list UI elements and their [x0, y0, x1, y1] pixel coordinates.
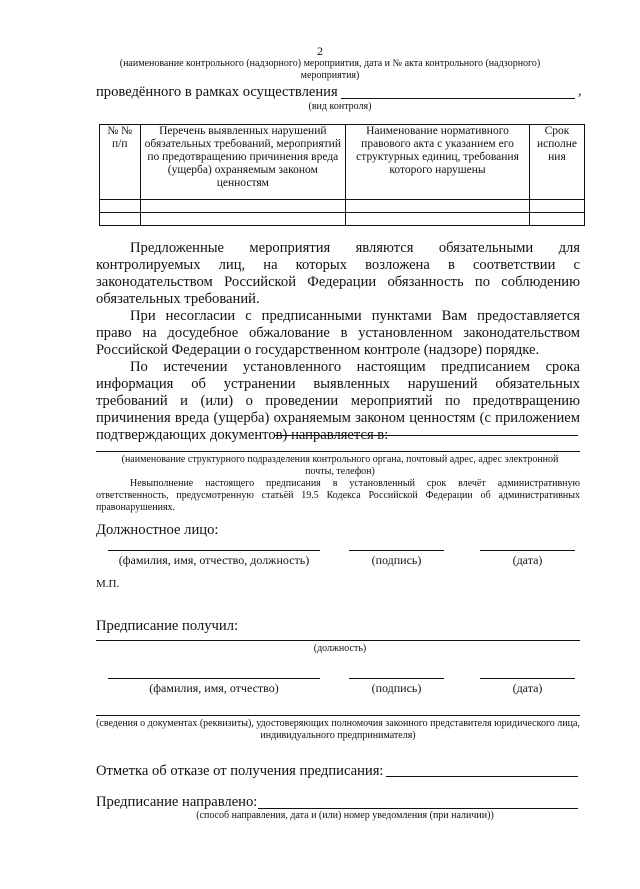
table-cell[interactable]	[100, 200, 141, 213]
violations-table	[99, 124, 585, 226]
org-caption: (наименование структурного подразделения контрольного органа, почтовый адрес, адрес электронной почты, телефон)	[121, 454, 559, 477]
table-cell[interactable]	[346, 213, 530, 226]
official-label: Должностное лицо:	[96, 522, 219, 538]
sent-field[interactable]	[258, 808, 578, 809]
table-cell[interactable]	[529, 200, 584, 213]
paragraph-mandatory: Предложенные мероприятия являются обязательными для контролируемых лиц, на которых возложена в соответствии с законодательством Российской Федерации обязанность по соблюдению обязательных требований.	[96, 240, 580, 307]
receiver-position-caption: (должность)	[313, 643, 367, 654]
comma: ,	[578, 84, 582, 99]
paragraph-appeal: При несогласии с предписанными пунктами Вам предоставляется право на досудебное обжалование в установленном законодательством Российской Федерации о государственном контроле (надзоре) порядке.	[96, 308, 580, 358]
report-destination-field-2[interactable]	[96, 451, 580, 452]
header-number: № № п/п	[100, 125, 141, 200]
header-deadline: Срок исполне ния	[529, 125, 584, 200]
official-name-field[interactable]	[108, 550, 320, 551]
control-type-field[interactable]	[341, 98, 575, 99]
table-row	[100, 213, 585, 226]
table-cell[interactable]	[140, 200, 346, 213]
official-date-caption: (дата)	[512, 553, 543, 567]
receiver-signature-caption: (подпись)	[371, 681, 422, 695]
official-signature-field[interactable]	[349, 550, 444, 551]
official-signature-caption: (подпись)	[371, 553, 422, 567]
conducted-label: проведённого в рамках осуществления	[96, 84, 338, 100]
control-type-caption: (вид контроля)	[308, 101, 372, 112]
stamp-label: М.П.	[96, 578, 120, 590]
official-name-caption: (фамилия, имя, отчество, должность)	[118, 553, 310, 567]
table-row	[100, 200, 585, 213]
refusal-field[interactable]	[386, 776, 578, 777]
table-header-row	[100, 125, 585, 200]
act-caption: (наименование контрольного (надзорного) мероприятия, дата и № акта контрольного (надзорного) мероприятия)	[119, 58, 541, 81]
warning-text: Невыполнение настоящего предписания в установленный срок влечёт административную ответственность, предусмотренную статьёй 19.5 Кодекса Российской Федерации об административных правонарушениях.	[96, 478, 580, 513]
receiver-name-caption: (фамилия, имя, отчество)	[149, 681, 279, 695]
receiver-position-field[interactable]	[96, 640, 580, 641]
receiver-name-field[interactable]	[108, 678, 320, 679]
sent-caption: (способ направления, дата и (или) номер уведомления (при наличии))	[196, 810, 494, 821]
representative-docs-field[interactable]	[96, 715, 580, 716]
receiver-signature-field[interactable]	[349, 678, 444, 679]
table-cell[interactable]	[529, 213, 584, 226]
header-violations: Перечень выявленных нарушений обязательных требований, мероприятий по предотвращению причинения вреда (ущерба) охраняемым законом ценностям	[140, 125, 346, 200]
receiver-date-caption: (дата)	[512, 681, 543, 695]
representative-docs-caption: (сведения о документах (реквизиты), удостоверяющих полномочия законного представителя юридического лица, индивидуального предпринимателя)	[96, 718, 580, 741]
refusal-label: Отметка об отказе от получения предписания:	[96, 763, 384, 779]
report-destination-field[interactable]	[274, 435, 578, 436]
sent-label: Предписание направлено:	[96, 794, 258, 810]
page-number: 2	[317, 44, 323, 58]
official-date-field[interactable]	[480, 550, 575, 551]
receiver-date-field[interactable]	[480, 678, 575, 679]
receiver-label: Предписание получил:	[96, 618, 239, 634]
table-cell[interactable]	[100, 213, 141, 226]
table-cell[interactable]	[346, 200, 530, 213]
header-normative-act: Наименование нормативного правового акта с указанием его структурных единиц, требования которого нарушены	[346, 125, 530, 200]
paragraph-report: По истечении установленного настоящим предписанием срока информация об устранении выявленных нарушений обязательных требований и (или) о проведении мероприятий по предотвращению причинения вреда (ущерба) охраняемым законом ценностям (с приложением подтверждающих документов) направляется в:	[96, 359, 580, 443]
table-cell[interactable]	[140, 213, 346, 226]
